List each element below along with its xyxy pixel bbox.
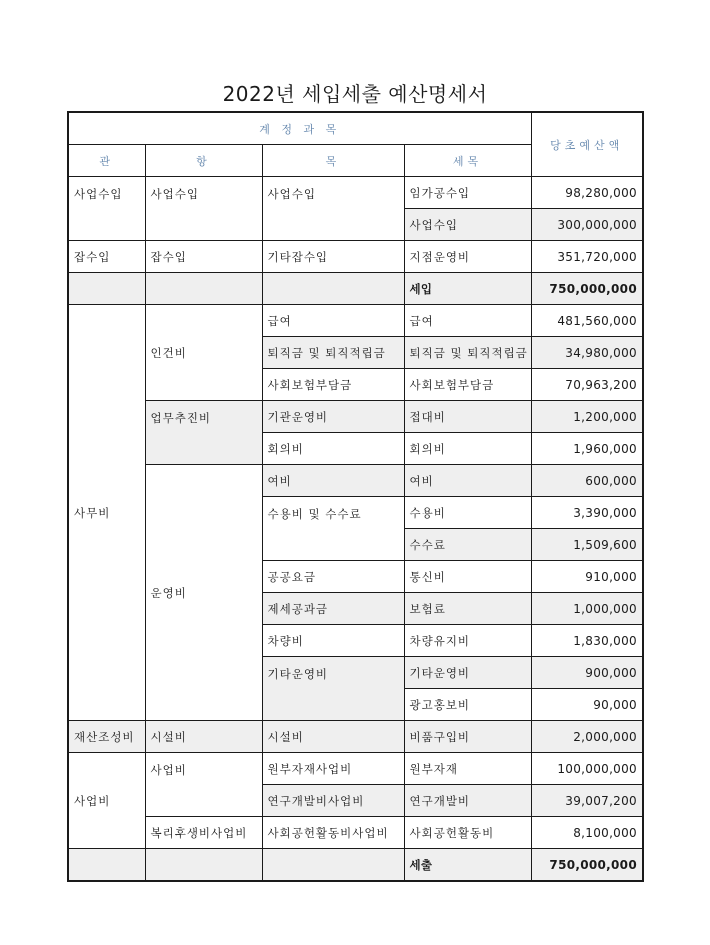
empty-cell (145, 849, 262, 882)
hang-cell: 운영비 (145, 465, 262, 721)
semok-cell: 차량유지비 (404, 625, 531, 657)
amount-cell: 1,200,000 (531, 401, 643, 433)
amount-cell: 481,560,000 (531, 305, 643, 337)
subtotal-label: 세입 (404, 273, 531, 305)
amount-cell: 3,390,000 (531, 497, 643, 529)
header-mok: 목 (262, 145, 404, 177)
gwan-cell: 사무비 (68, 305, 145, 721)
amount-cell: 351,720,000 (531, 241, 643, 273)
mok-cell: 차량비 (262, 625, 404, 657)
mok-cell: 사회공헌활동비사업비 (262, 817, 404, 849)
mok-cell: 기관운영비 (262, 401, 404, 433)
semok-cell: 급여 (404, 305, 531, 337)
hang-cell: 업무추진비 (145, 401, 262, 465)
amount-cell: 1,000,000 (531, 593, 643, 625)
empty-cell (68, 273, 145, 305)
mok-cell: 수용비 및 수수료 (262, 497, 404, 561)
header-hang: 항 (145, 145, 262, 177)
gwan-cell: 사업비 (68, 753, 145, 849)
semok-cell: 여비 (404, 465, 531, 497)
mok-cell: 원부자재사업비 (262, 753, 404, 785)
table-row (68, 465, 643, 497)
amount-cell: 100,000,000 (531, 753, 643, 785)
hang-cell: 사업비 (145, 753, 262, 817)
mok-cell: 기타운영비 (262, 657, 404, 721)
amount-cell: 300,000,000 (531, 209, 643, 241)
subtotal-amount: 750,000,000 (531, 273, 643, 305)
semok-cell: 통신비 (404, 561, 531, 593)
table-row (68, 305, 643, 337)
empty-cell (262, 273, 404, 305)
table-row (68, 177, 643, 209)
header-gwan: 관 (68, 145, 145, 177)
table-row (68, 817, 643, 849)
mok-cell: 연구개발비사업비 (262, 785, 404, 817)
table-row (68, 753, 643, 785)
amount-cell: 1,960,000 (531, 433, 643, 465)
mok-cell: 제세공과금 (262, 593, 404, 625)
amount-cell: 2,000,000 (531, 721, 643, 753)
amount-cell: 90,000 (531, 689, 643, 721)
mok-cell: 시설비 (262, 721, 404, 753)
gwan-cell: 잡수입 (68, 241, 145, 273)
empty-cell (68, 849, 145, 882)
hang-cell: 인건비 (145, 305, 262, 401)
semok-cell: 회의비 (404, 433, 531, 465)
header-budget: 당초예산액 (531, 112, 643, 177)
semok-cell: 기타운영비 (404, 657, 531, 689)
semok-cell: 광고홍보비 (404, 689, 531, 721)
mok-cell: 급여 (262, 305, 404, 337)
header-account-group: 계 정 과 목 (68, 112, 531, 145)
hang-cell: 잡수입 (145, 241, 262, 273)
subtotal-label: 세출 (404, 849, 531, 882)
semok-cell: 비품구입비 (404, 721, 531, 753)
hang-cell: 시설비 (145, 721, 262, 753)
table-row-subtotal (68, 273, 643, 305)
semok-cell: 사업수입 (404, 209, 531, 241)
gwan-cell: 재산조성비 (68, 721, 145, 753)
mok-cell: 여비 (262, 465, 404, 497)
empty-cell (145, 273, 262, 305)
semok-cell: 원부자재 (404, 753, 531, 785)
hang-cell: 사업수입 (145, 177, 262, 241)
semok-cell: 퇴직금 및 퇴직적립금 (404, 337, 531, 369)
semok-cell: 수수료 (404, 529, 531, 561)
amount-cell: 1,509,600 (531, 529, 643, 561)
page-title: 2022년 세입세출 예산명세서 (222, 82, 488, 106)
table-row (68, 721, 643, 753)
amount-cell: 39,007,200 (531, 785, 643, 817)
mok-cell: 공공요금 (262, 561, 404, 593)
semok-cell: 임가공수입 (404, 177, 531, 209)
budget-table (67, 111, 644, 882)
amount-cell: 98,280,000 (531, 177, 643, 209)
amount-cell: 600,000 (531, 465, 643, 497)
semok-cell: 수용비 (404, 497, 531, 529)
amount-cell: 900,000 (531, 657, 643, 689)
mok-cell: 퇴직금 및 퇴직적립금 (262, 337, 404, 369)
table-row (68, 401, 643, 433)
amount-cell: 910,000 (531, 561, 643, 593)
semok-cell: 보험료 (404, 593, 531, 625)
mok-cell: 사회보험부담금 (262, 369, 404, 401)
amount-cell: 34,980,000 (531, 337, 643, 369)
mok-cell: 회의비 (262, 433, 404, 465)
amount-cell: 8,100,000 (531, 817, 643, 849)
mok-cell: 기타잡수입 (262, 241, 404, 273)
semok-cell: 접대비 (404, 401, 531, 433)
semok-cell: 지점운영비 (404, 241, 531, 273)
gwan-cell: 사업수입 (68, 177, 145, 241)
semok-cell: 사회보험부담금 (404, 369, 531, 401)
semok-cell: 연구개발비 (404, 785, 531, 817)
table-row-subtotal (68, 849, 643, 882)
table-row (68, 241, 643, 273)
semok-cell: 사회공헌활동비 (404, 817, 531, 849)
amount-cell: 1,830,000 (531, 625, 643, 657)
subtotal-amount: 750,000,000 (531, 849, 643, 882)
header-semok: 세목 (404, 145, 531, 177)
mok-cell: 사업수입 (262, 177, 404, 241)
amount-cell: 70,963,200 (531, 369, 643, 401)
hang-cell: 복리후생비사업비 (145, 817, 262, 849)
empty-cell (262, 849, 404, 882)
